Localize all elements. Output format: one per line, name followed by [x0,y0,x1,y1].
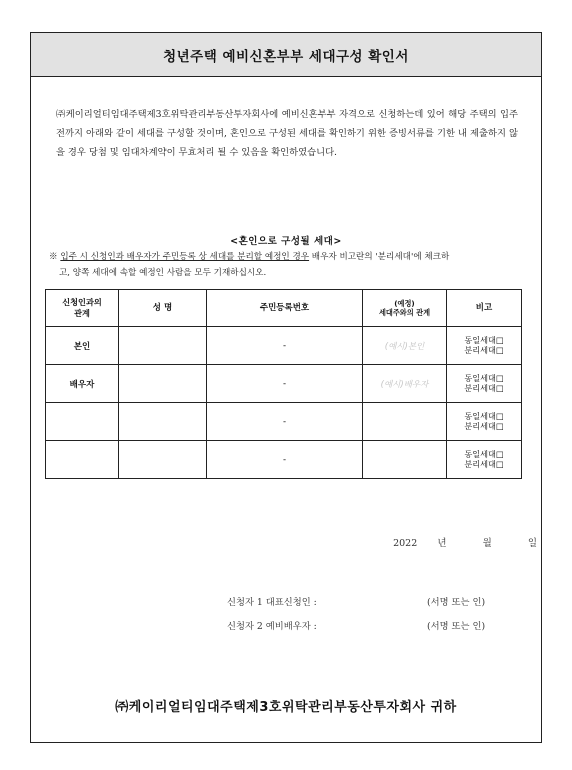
date-month-unit: 월 [482,538,492,549]
separate-household-checkbox[interactable]: 분리세대□ [464,345,504,356]
table-row [46,441,522,479]
cell-id-number[interactable]: - [207,327,363,365]
cell-remark[interactable] [447,327,522,365]
header-name: 성 명 [119,290,207,327]
same-household-checkbox[interactable]: 동일세대□ [464,448,504,459]
date-day-unit: 일 [527,538,537,549]
cell-relation: 본인 [46,327,119,365]
document-frame [30,32,542,743]
cell-householder-relation[interactable]: (예시)본인 [363,327,447,365]
signature-line-applicant-2 [227,618,486,632]
date-line [393,535,537,549]
cell-id-number[interactable]: - [207,365,363,403]
cell-relation: 배우자 [46,365,119,403]
cell-relation[interactable] [46,403,119,441]
header-id-number: 주민등록번호 [207,290,363,327]
cell-householder-relation[interactable] [363,441,447,479]
signature-label: 신청자 1 대표신청인 : [227,597,317,608]
header-remark: 비고 [447,290,522,327]
note-mark: ※ [49,252,58,262]
note-rest-text: 배우자 비고란의 '분리세대'에 체크하 [309,252,450,262]
separate-household-checkbox[interactable]: 분리세대□ [464,421,504,432]
same-household-checkbox[interactable]: 동일세대□ [464,410,504,421]
cell-name[interactable] [119,327,207,365]
header-relation: 신청인과의 관계 [46,290,119,327]
separate-household-checkbox[interactable]: 분리세대□ [464,383,504,394]
date-year-unit: 년 [437,538,447,549]
table-row [46,327,522,365]
same-household-checkbox[interactable]: 동일세대□ [464,334,504,345]
cell-id-number[interactable]: - [207,441,363,479]
header-householder-relation: (예정) 세대주와의 관계 [363,290,447,327]
intro-paragraph: ㈜케이리얼티임대주택제3호위탁관리부동산투자회사에 예비신혼부부 자격으로 신청하는데 있어 해당 주택의 입주 전까지 아래와 같이 세대를 구성할 것이며, 혼인으로 구성된 세대를 확인하기 위한 증빙서류를 기한 내 제출하지 않을 경우 당첨 및 임대차계약이 무효처리 될 수 있음을 확인하였습니다. [56,109,518,158]
household-table [45,289,522,479]
signature-mark[interactable]: (서명 또는 인) [427,621,486,632]
same-household-checkbox[interactable]: 동일세대□ [464,372,504,383]
cell-name[interactable] [119,403,207,441]
table-row [46,403,522,441]
section-subheading: <혼인으로 구성될 세대> [230,236,342,247]
cell-remark[interactable] [447,365,522,403]
table-row [46,365,522,403]
cell-remark[interactable] [447,403,522,441]
cell-householder-relation[interactable]: (예시)배우자 [363,365,447,403]
cell-remark[interactable] [447,441,522,479]
date-year[interactable]: 2022 [393,538,418,549]
table-header-row [46,290,522,327]
signature-line-applicant-1 [227,594,486,608]
document-title: 청년주택 예비신혼부부 세대구성 확인서 [31,33,541,77]
signature-mark[interactable]: (서명 또는 인) [427,597,486,608]
cell-name[interactable] [119,441,207,479]
addressee-footer: ㈜케이리얼티임대주택제3호위탁관리부동산투자회사 귀하 [115,700,457,715]
cell-name[interactable] [119,365,207,403]
cell-id-number[interactable]: - [207,403,363,441]
cell-relation[interactable] [46,441,119,479]
instruction-note [49,250,529,281]
cell-householder-relation[interactable] [363,403,447,441]
note-line-2: 고, 양쪽 세대에 속할 예정인 사람을 모두 기재하십시오. [59,267,267,278]
note-underlined-text: 입주 시 신청인과 배우자가 주민등록 상 세대를 분리할 예정인 경우 [60,252,310,262]
signature-label: 신청자 2 예비배우자 : [227,621,317,632]
separate-household-checkbox[interactable]: 분리세대□ [464,459,504,470]
